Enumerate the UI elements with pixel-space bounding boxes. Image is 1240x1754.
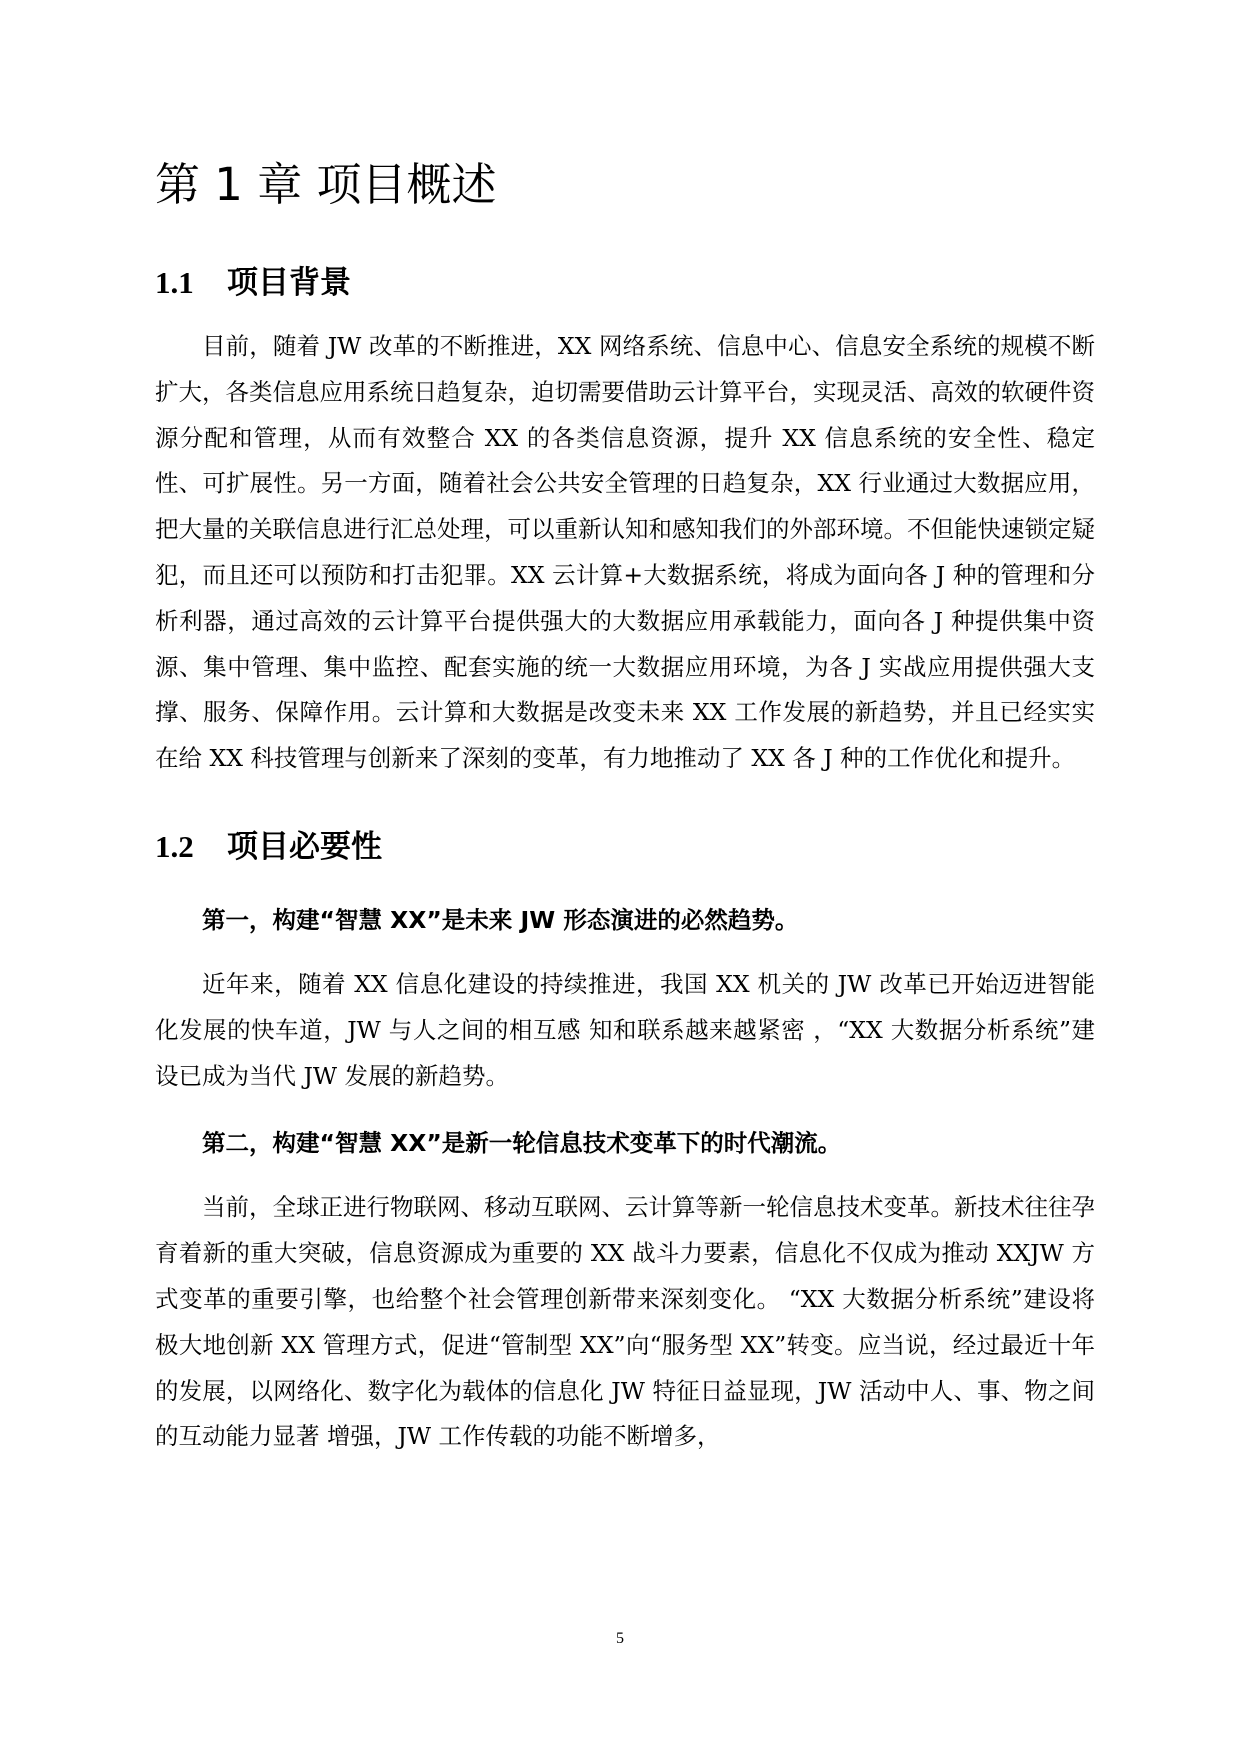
section-title: 项目背景 bbox=[227, 265, 351, 301]
necessity-point-heading-2: 第二，构建“智慧 XX”是新一轮信息技术变革下的时代潮流。 bbox=[202, 1129, 842, 1158]
chapter-title: 第 1 章 项目概述 bbox=[155, 158, 497, 211]
necessity-point-paragraph-1: 近年来，随着 XX 信息化建设的持续推进，我国 XX 机关的 JW 改革已开始迈进智能化发展的快车道，JW 与人之间的相互感 知和联系越来越紧密 ，“XX 大数据分析系统”建设已成为当代 JW 发展的新趋势。 bbox=[155, 969, 1095, 1090]
section-number: 1.1 bbox=[155, 265, 194, 300]
page-content bbox=[155, 150, 1095, 1460]
background-paragraph: 目前，随着 JW 改革的不断推进，XX 网络系统、信息中心、信息安全系统的规模不断扩大，各类信息应用系统日趋复杂，迫切需要借助云计算平台，实现灵活、高效的软硬件资源分配和管理，从而有效整合 XX 的各类信息资源，提升 XX 信息系统的安全性、稳定性、可扩展性。另一方面，随着社会公共安全管理的日趋复杂，XX 行业通过大数据应用，把大量的关联信息进行汇总处理，可以重新认知和感知我们的外部环境。不但能快速锁定疑犯，而且还可以预防和打击犯罪。XX 云计算+大数据系统，将成为面向各 J 种的管理和分析利器，通过高效的云计算平台提供强大的大数据应用承载能力，面向各 J 种提供集中资源、集中管理、集中监控、配套实施的统一大数据应用环境，为各 J 实战应用提供强大支撑、服务、保障作用。云计算和大数据是改变未来 XX 工作发展的新趋势，并且已经实实在给 XX 科技管理与创新来了深刻的变革，有力地推动了 XX 各 J 种的工作优化和提升。 bbox=[155, 332, 1095, 773]
necessity-point-heading-1: 第一，构建“智慧 XX”是未来 JW 形态演进的必然趋势。 bbox=[202, 905, 799, 934]
page-number: 5 bbox=[616, 1630, 624, 1647]
section-heading-necessity bbox=[155, 824, 1095, 870]
section-title: 项目必要性 bbox=[227, 828, 382, 865]
section-heading-background bbox=[155, 260, 1095, 306]
section-number: 1.2 bbox=[155, 828, 194, 864]
necessity-point-paragraph-2: 当前，全球正进行物联网、移动互联网、云计算等新一轮信息技术变革。新技术往往孕育着新的重大突破，信息资源成为重要的 XX 战斗力要素，信息化不仅成为推动 XXJW 方式变革的重要引擎，也给整个社会管理创新带来深刻变化。 “XX 大数据分析系统”建设将极大地创新 XX 管理方式，促进“管制型 XX”向“服务型 XX”转变。应当说，经过最近十年的发展，以网络化、数字化为载体的信息化 JW 特征日益显现，JW 活动中人、事、物之间的互动能力显著 增强，JW 工作传载的功能不断增多， bbox=[155, 1193, 1095, 1451]
